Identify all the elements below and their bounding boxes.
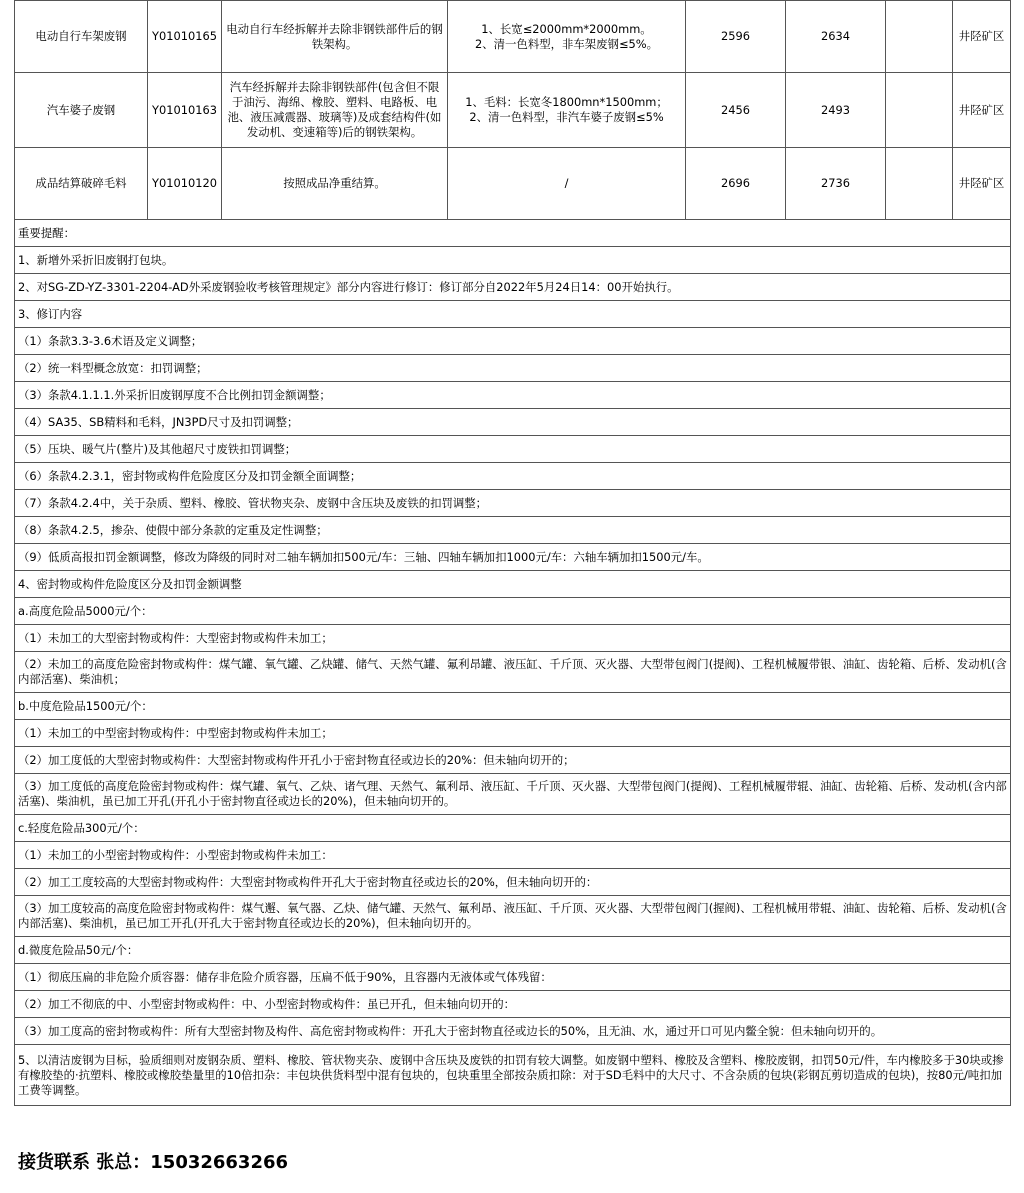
note-row bbox=[15, 490, 1011, 517]
note-text: 1、新增外采折旧废钢打包块。 bbox=[15, 247, 1011, 274]
note-row bbox=[15, 355, 1011, 382]
note-row bbox=[15, 991, 1011, 1018]
product-price-1: 2596 bbox=[686, 1, 786, 73]
product-price-2: 2493 bbox=[786, 73, 886, 148]
product-spec: 1、长宽≤2000mm*2000mm。 2、清一色料型，非车架废钢≤5%。 bbox=[448, 1, 686, 73]
note-text: （1）未加工的大型密封物或构件：大型密封物或构件未加工； bbox=[15, 625, 1011, 652]
note-row bbox=[15, 964, 1011, 991]
note-row bbox=[15, 1018, 1011, 1045]
product-spec: / bbox=[448, 148, 686, 220]
product-code: Y01010163 bbox=[148, 73, 222, 148]
note-text: b.中度危险品1500元/个： bbox=[15, 693, 1011, 720]
product-name: 电动自行车架废钢 bbox=[15, 1, 148, 73]
note-row bbox=[15, 625, 1011, 652]
note-row bbox=[15, 720, 1011, 747]
note-row bbox=[15, 693, 1011, 720]
note-text: （2）未加工的高度危险密封物或构件：煤气罐、氧气罐、乙炔罐、储气、天然气罐、氟利昂罐、液压缸、千斤顶、灭火器、大型带包阀门(提阀)、工程机械履带银、油缸、齿轮箱、后桥、发动机(含内部活塞)、柴油机； bbox=[15, 652, 1011, 693]
product-desc: 按照成品净重结算。 bbox=[222, 148, 448, 220]
note-row bbox=[15, 544, 1011, 571]
product-desc: 电动自行车经拆解并去除非钢铁部件后的钢铁架构。 bbox=[222, 1, 448, 73]
product-price-1: 2696 bbox=[686, 148, 786, 220]
note-text: （2）加工工度较高的大型密封物或构件：大型密封物或构件开孔大于密封物直径或边长的20%，但未轴向切开的： bbox=[15, 869, 1011, 896]
note-text: 2、对SG-ZD-YZ-3301-2204-AD外采废钢验收考核管理规定》部分内容进行修订：修订部分自2022年5月24日14：00开始执行。 bbox=[15, 274, 1011, 301]
note-text: （3）条款4.1.1.1.外采折旧废钢厚度不合比例扣罚金额调整； bbox=[15, 382, 1011, 409]
note-text: c.轻度危险品300元/个： bbox=[15, 815, 1011, 842]
product-blank bbox=[886, 148, 953, 220]
product-name: 成品结算破碎毛料 bbox=[15, 148, 148, 220]
note-row bbox=[15, 937, 1011, 964]
note-text: （1）彻底压扁的非危险介质容器：储存非危险介质容器，压扁不低于90%，且容器内无液体或气体残留： bbox=[15, 964, 1011, 991]
note-row bbox=[15, 328, 1011, 355]
note-row bbox=[15, 869, 1011, 896]
product-price-1: 2456 bbox=[686, 73, 786, 148]
note-text: （3）加工度较高的高度危险密封物或构件：煤气邂、氧气器、乙炔、储气罐、天然气、氟利昂、液压缸、千斤顶、灭火器、大型带包阀门(握阀)、工程机械用带辊、油缸、齿轮箱、后桥、发动机(含内部活塞)、柴油机，虽已加工开孔(开孔大于密封物直径或边长的20%)，但未轴向切开的。 bbox=[15, 896, 1011, 937]
product-code: Y01010165 bbox=[148, 1, 222, 73]
product-spec: 1、毛料：长宽冬1800mn*1500mm； 2、清一色料型，非汽车婆子废钢≤5% bbox=[448, 73, 686, 148]
note-text: （4）SA35、SB精料和毛料，JN3PD尺寸及扣罚调整； bbox=[15, 409, 1011, 436]
note-text: （1）未加工的中型密封物或构件：中型密封物或构件未加工； bbox=[15, 720, 1011, 747]
product-area: 井陉矿区 bbox=[953, 73, 1011, 148]
product-row bbox=[15, 73, 1011, 148]
note-text: （9）低质高报扣罚金额调整，修改为降级的同时对二轴车辆加扣500元/车：三轴、四轴车辆加扣1000元/车：六轴车辆加扣1500元/车。 bbox=[15, 544, 1011, 571]
product-code: Y01010120 bbox=[148, 148, 222, 220]
product-desc: 汽车经拆解并去除非钢铁部件(包含但不限于油污、海绵、橡胶、塑料、电路板、电池、液压减震器、玻璃等)及成套结构件(如发动机、变速箱等)后的钢铁架构。 bbox=[222, 73, 448, 148]
note-text: （1）条款3.3-3.6术语及定义调整； bbox=[15, 328, 1011, 355]
note-row bbox=[15, 1045, 1011, 1106]
note-row bbox=[15, 436, 1011, 463]
note-text: （2）加工度低的大型密封物或构件：大型密封物或构件开孔小于密封物直径或边长的20%：但未轴向切开的； bbox=[15, 747, 1011, 774]
product-row bbox=[15, 1, 1011, 73]
product-name: 汽车婆子废钢 bbox=[15, 73, 148, 148]
note-text: 5、以清洁废钢为目标，验质细则对废钢杂质、塑料、橡胶、管状物夹杂、废钢中含压块及废铁的扣罚有较大调整。如废钢中塑料、橡胶及含塑料、橡胶废钢，扣罚50元/件，车内橡胶多于30块或掺有橡胶垫的·抗塑料、橡胶或橡胶垫量里的10倍扣杂：丰包块供货料型中混有包块的，包块重里全部按杂质扣除：对于SD毛料中的大尺寸、不含杂质的包块(彩钢瓦剪切造成的包块)，按80元/吨扣加工费等调整。 bbox=[15, 1045, 1011, 1106]
note-row bbox=[15, 747, 1011, 774]
note-text: （3）加工度高的密封物或构件：所有大型密封物及构件、高危密封物或构件：开孔大于密封物直径或边长的50%，且无油、水，通过开口可见内鳖全貌：但未轴向切开的。 bbox=[15, 1018, 1011, 1045]
note-text: （2）加工不彻底的中、小型密封物或构件：中、小型密封物或构件：虽已开孔，但未轴向切开的： bbox=[15, 991, 1011, 1018]
note-row bbox=[15, 815, 1011, 842]
note-text: （7）条款4.2.4中，关于杂质、塑料、橡胶、管状物夹杂、废钢中含压块及废铁的扣罚调整； bbox=[15, 490, 1011, 517]
note-row bbox=[15, 247, 1011, 274]
note-text: （6）条款4.2.3.1，密封物或构件危险度区分及扣罚金额全面调整； bbox=[15, 463, 1011, 490]
product-blank bbox=[886, 73, 953, 148]
price-table bbox=[14, 0, 1011, 1106]
product-row bbox=[15, 148, 1011, 220]
note-text: 3、修订内容 bbox=[15, 301, 1011, 328]
note-row bbox=[15, 382, 1011, 409]
note-text: （5）压块、暖气片(整片)及其他超尺寸废铁扣罚调整； bbox=[15, 436, 1011, 463]
product-price-2: 2736 bbox=[786, 148, 886, 220]
note-row bbox=[15, 571, 1011, 598]
contact-footer: 接货联系 张总：15032663266 bbox=[18, 1152, 289, 1173]
product-area: 井陉矿区 bbox=[953, 1, 1011, 73]
note-text: （8）条款4.2.5，掺杂、使假中部分条款的定重及定性调整； bbox=[15, 517, 1011, 544]
note-text: （3）加工度低的高度危险密封物或构件：煤气罐、氧气、乙炔、诸气理、天然气、氟利昂、液压缸、千斤顶、灭火器、大型带包阀门(提阀)、工程机械履带辊、油缸、齿轮箱、后桥、发动机(含内部活塞)、柴油机，虽已加工开孔(开孔小于密封物直径或边长的20%)，但未轴向切开的。 bbox=[15, 774, 1011, 815]
note-text: a.高度危险品5000元/个： bbox=[15, 598, 1011, 625]
note-row bbox=[15, 274, 1011, 301]
note-row bbox=[15, 301, 1011, 328]
note-row bbox=[15, 598, 1011, 625]
note-row bbox=[15, 463, 1011, 490]
note-row bbox=[15, 774, 1011, 815]
product-area: 井陉矿区 bbox=[953, 148, 1011, 220]
note-text: （2）统一料型概念放宽：扣罚调整； bbox=[15, 355, 1011, 382]
note-row bbox=[15, 409, 1011, 436]
note-text: 4、密封物或构件危险度区分及扣罚金额调整 bbox=[15, 571, 1011, 598]
note-heading: 重要提醒： bbox=[15, 220, 1011, 247]
product-blank bbox=[886, 1, 953, 73]
note-row bbox=[15, 517, 1011, 544]
note-text: d.微度危险品50元/个： bbox=[15, 937, 1011, 964]
product-price-2: 2634 bbox=[786, 1, 886, 73]
note-row bbox=[15, 652, 1011, 693]
note-row bbox=[15, 220, 1011, 247]
note-row bbox=[15, 842, 1011, 869]
note-row bbox=[15, 896, 1011, 937]
note-text: （1）未加工的小型密封物或构件：小型密封物或构件未加工： bbox=[15, 842, 1011, 869]
